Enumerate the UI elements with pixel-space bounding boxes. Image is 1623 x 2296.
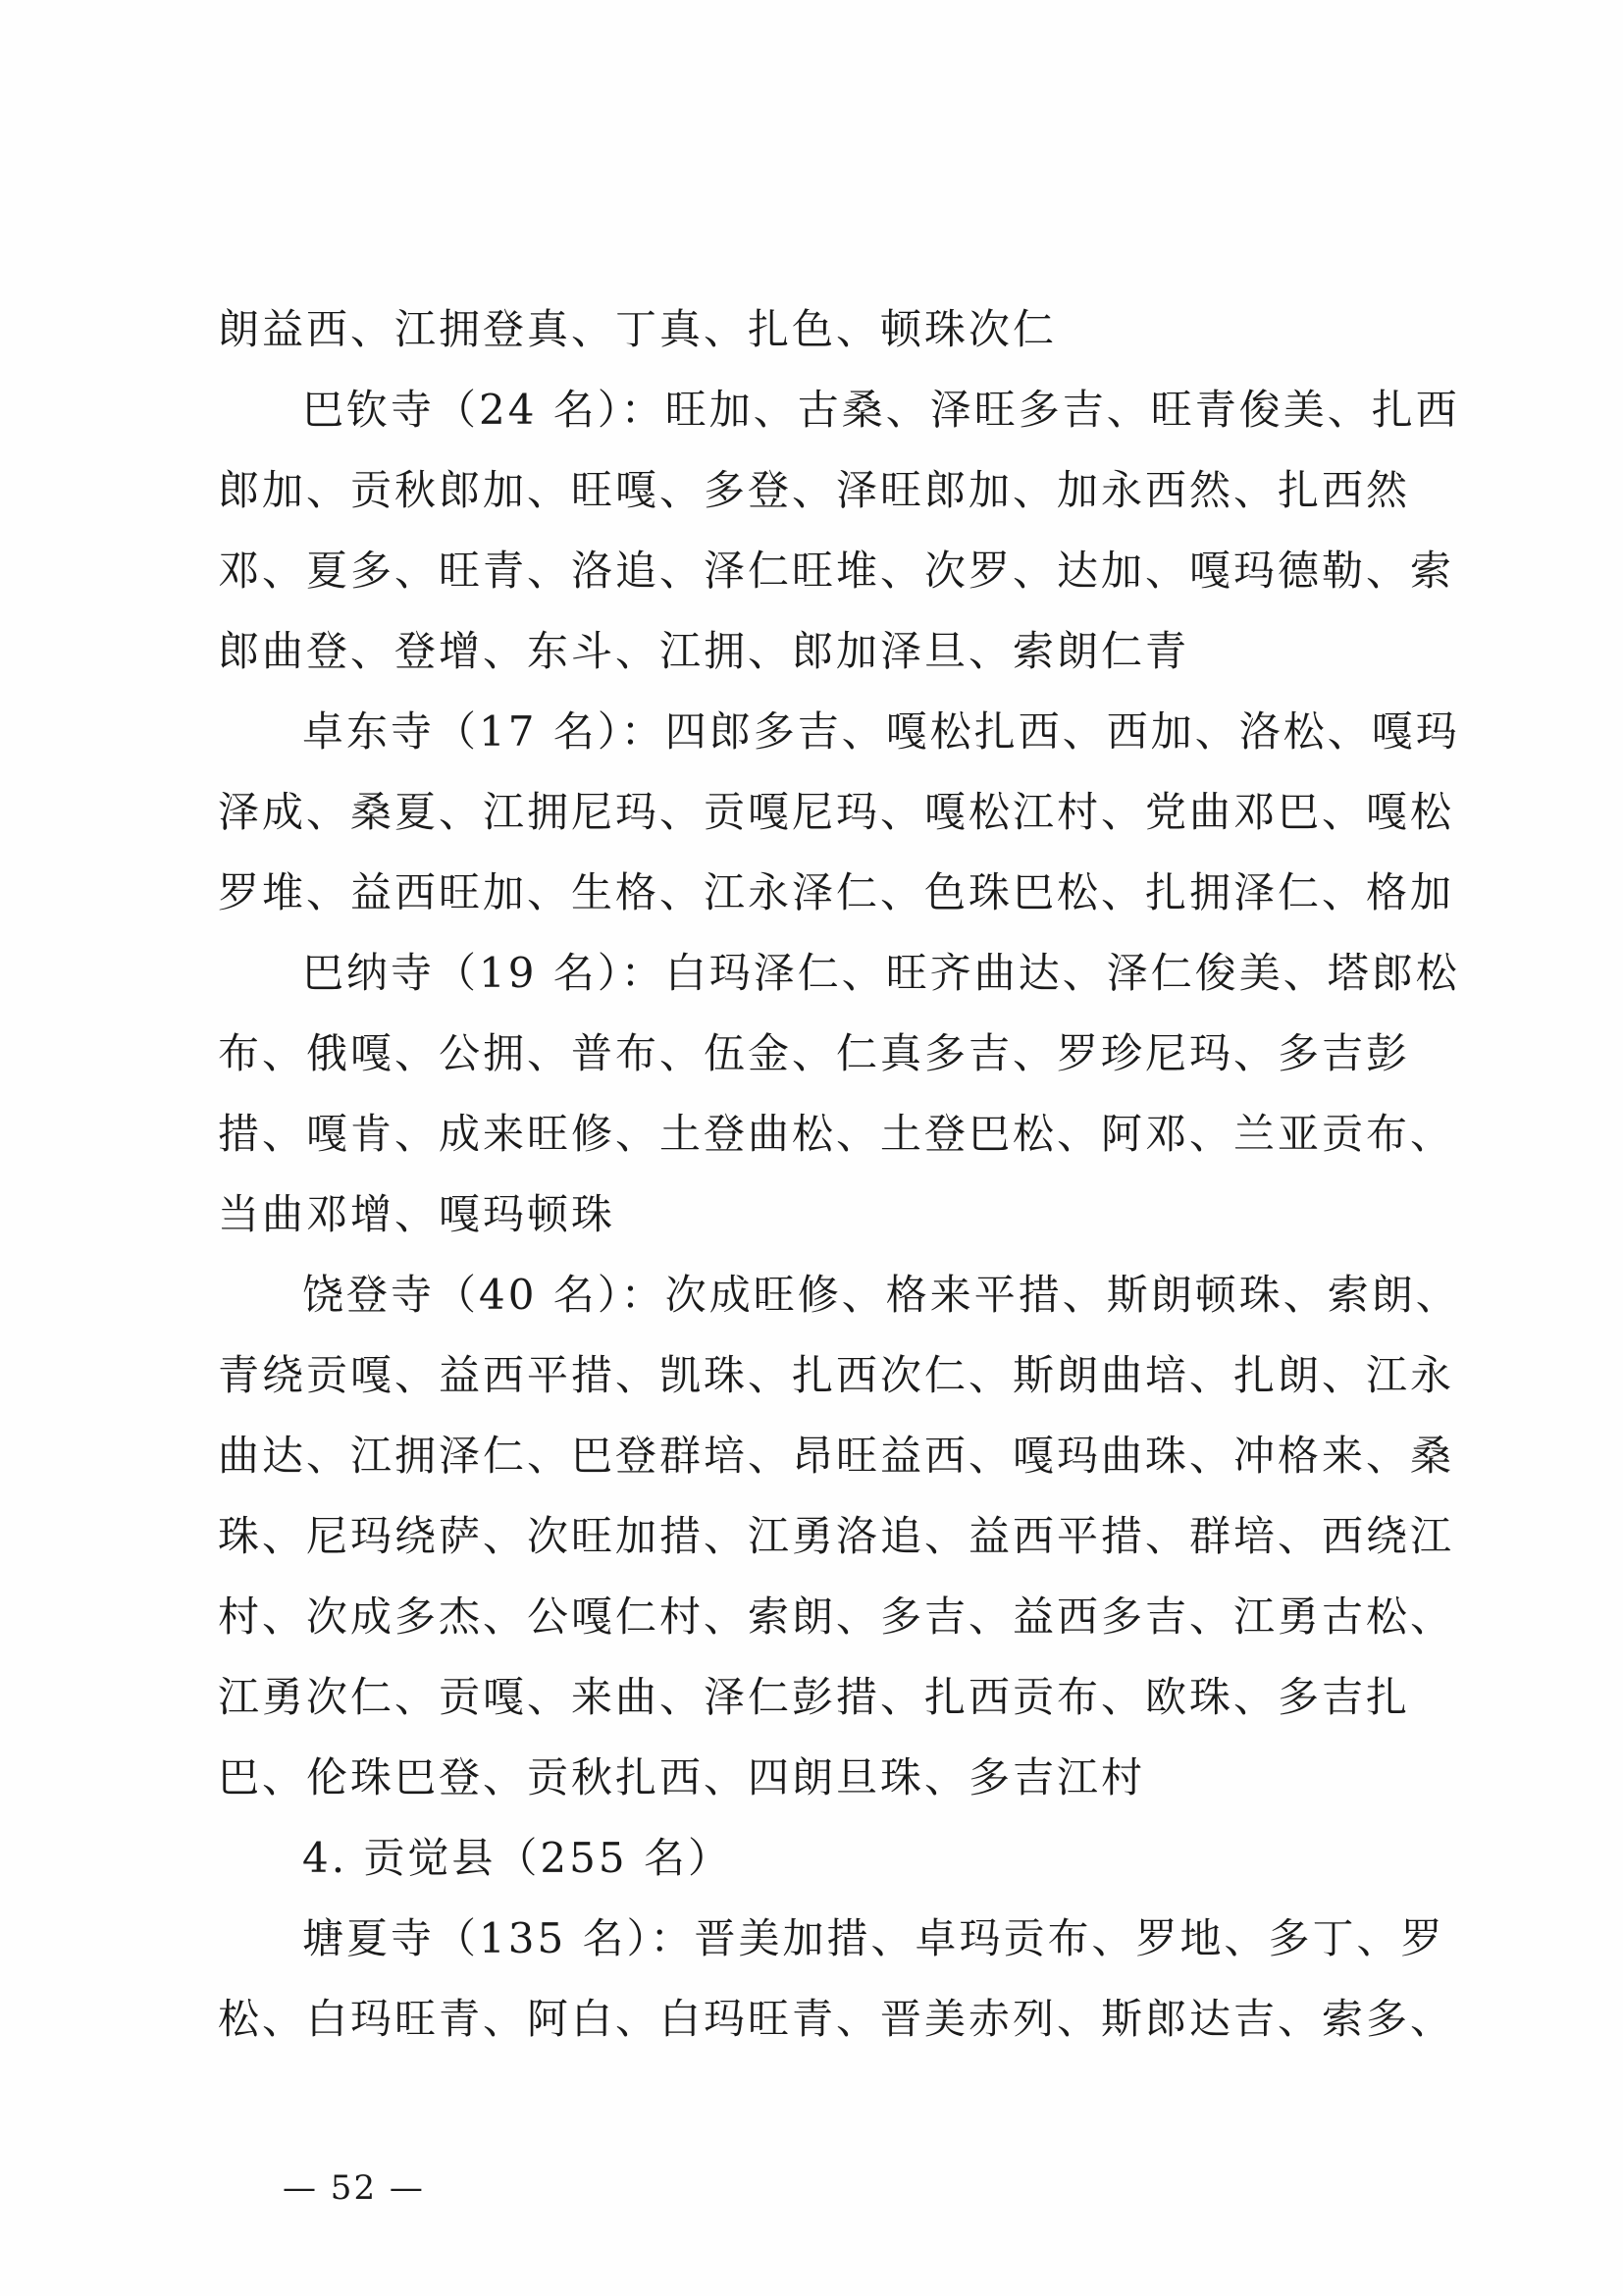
text-line: 村、次成多杰、公嘎仁村、索朗、多吉、益西多吉、江勇古松、 — [218, 1592, 1455, 1641]
text-line: 珠、尼玛绕萨、次旺加措、江勇洛追、益西平措、群培、西绕江 — [218, 1512, 1455, 1560]
text-line: 郎曲登、登增、东斗、江拥、郎加泽旦、索朗仁青 — [218, 627, 1190, 675]
text-line: 郎加、贡秋郎加、旺嘎、多登、泽旺郎加、加永西然、扎西然 — [218, 466, 1411, 514]
text-line: 布、俄嘎、公拥、普布、伍金、仁真多吉、罗珍尼玛、多吉彭 — [218, 1029, 1411, 1077]
paragraph-line-bachin-temple: 巴钦寺（24 名）：旺加、古桑、泽旺多吉、旺青俊美、扎西 — [302, 386, 1460, 434]
text-line: 曲达、江拥泽仁、巴登群培、昂旺益西、嘎玛曲珠、冲格来、桑 — [218, 1432, 1455, 1480]
text-line: 巴、伦珠巴登、贡秋扎西、四朗旦珠、多吉江村 — [218, 1753, 1146, 1801]
text-line: 松、白玛旺青、阿白、白玛旺青、晋美赤列、斯郎达吉、索多、 — [218, 1995, 1455, 2043]
paragraph-line-raodeng-temple: 饶登寺（40 名）：次成旺修、格来平措、斯朗顿珠、索朗、 — [302, 1271, 1460, 1319]
text-line: 当曲邓增、嘎玛顿珠 — [218, 1190, 616, 1238]
text-line: 青绕贡嘎、益西平措、凯珠、扎西次仁、斯朗曲培、扎朗、江永 — [218, 1351, 1455, 1399]
text-line: 泽成、桑夏、江拥尼玛、贡嘎尼玛、嘎松江村、党曲邓巴、嘎松 — [218, 788, 1455, 836]
text-line: 邓、夏多、旺青、洛追、泽仁旺堆、次罗、达加、嘎玛德勒、索 — [218, 547, 1455, 595]
page-number: — 52 — — [283, 2168, 425, 2208]
paragraph-line-zhuodong-temple: 卓东寺（17 名）：四郎多吉、嘎松扎西、西加、洛松、嘎玛 — [302, 707, 1460, 756]
text-line: 江勇次仁、贡嘎、来曲、泽仁彭措、扎西贡布、欧珠、多吉扎 — [218, 1673, 1411, 1721]
section-heading-gongjue-county: 4. 贡觉县（255 名） — [302, 1834, 732, 1882]
paragraph-line-bana-temple: 巴纳寺（19 名）：白玛泽仁、旺齐曲达、泽仁俊美、塔郎松 — [302, 949, 1460, 997]
text-line: 罗堆、益西旺加、生格、江永泽仁、色珠巴松、扎拥泽仁、格加 — [218, 868, 1455, 916]
paragraph-line-tangxia-temple: 塘夏寺（135 名）：晋美加措、卓玛贡布、罗地、多丁、罗 — [302, 1914, 1445, 1962]
text-line: 朗益西、江拥登真、丁真、扎色、顿珠次仁 — [218, 305, 1058, 353]
text-line: 措、嘎肯、成来旺修、土登曲松、土登巴松、阿邓、兰亚贡布、 — [218, 1110, 1455, 1158]
